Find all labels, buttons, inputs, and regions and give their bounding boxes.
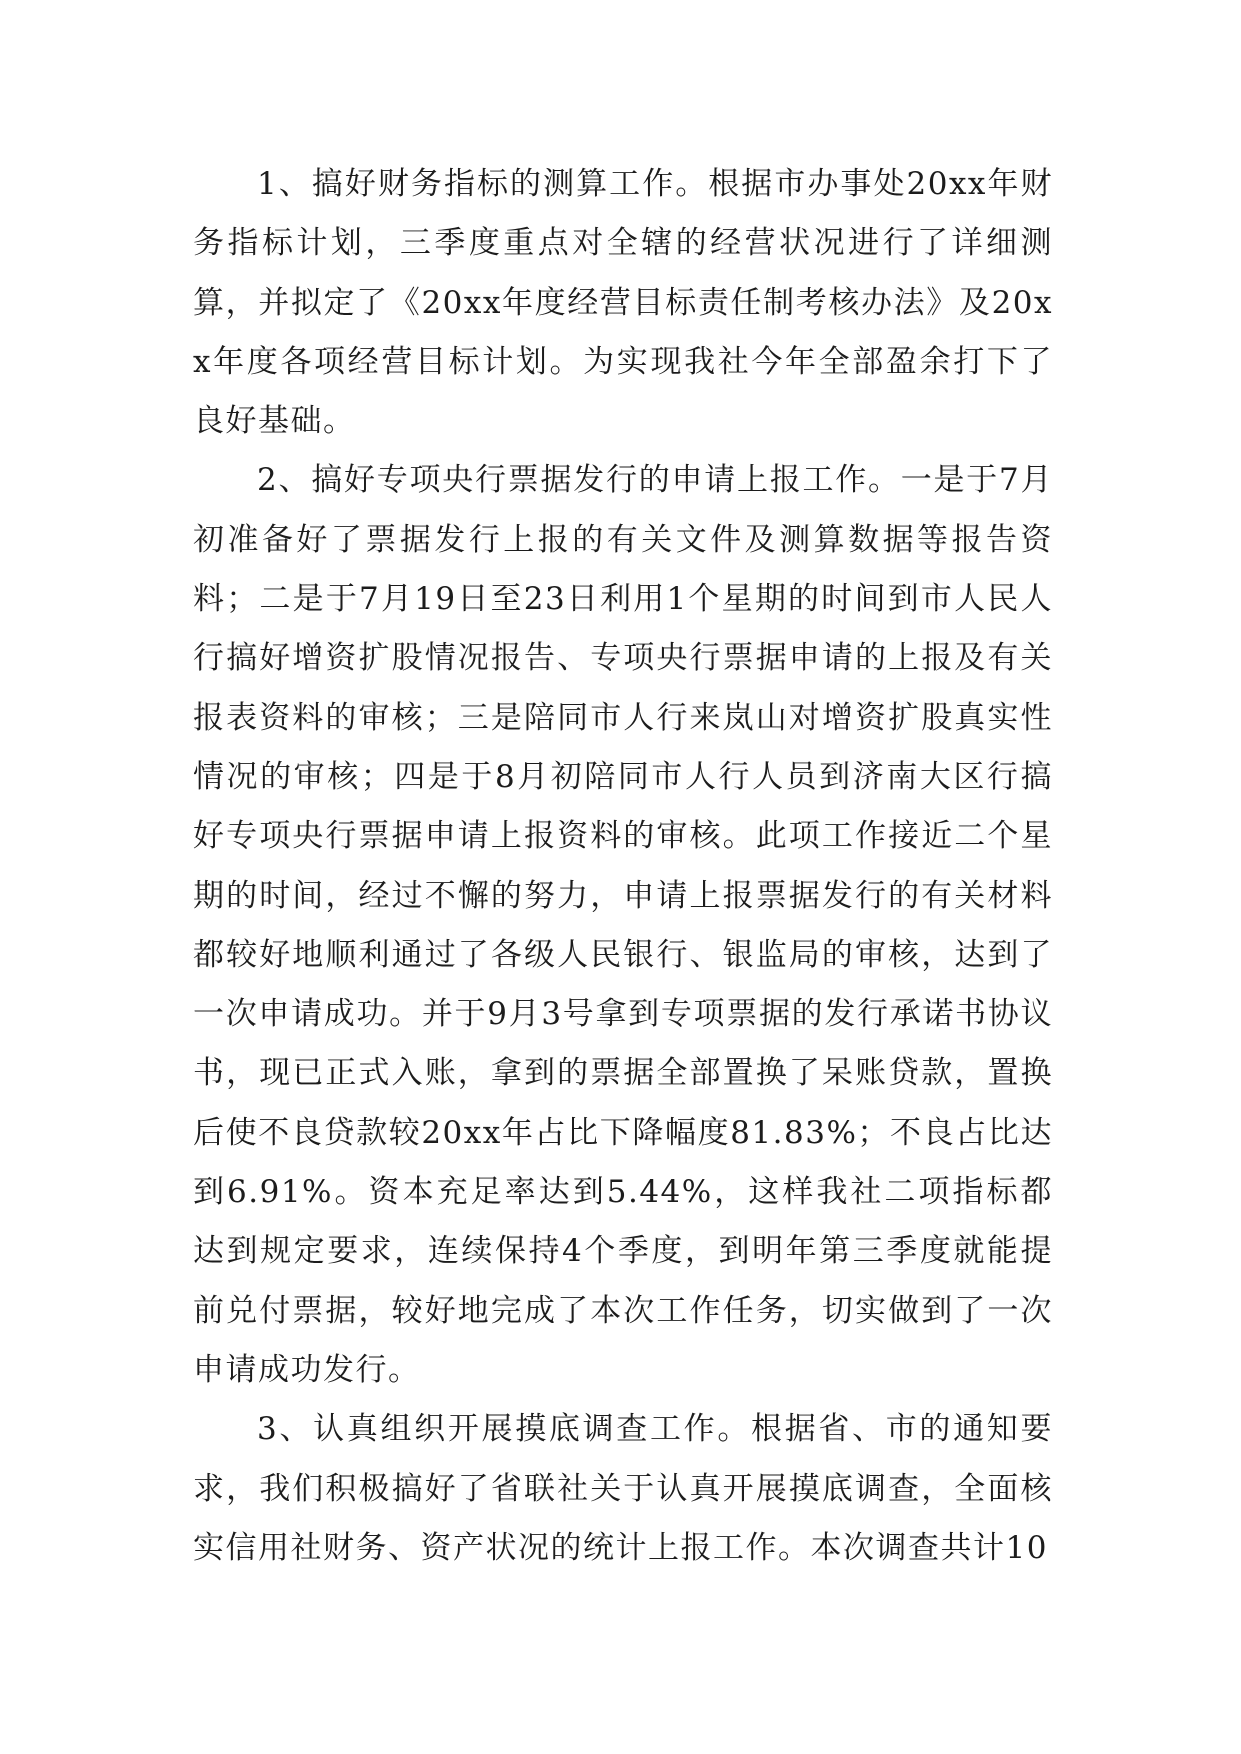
paragraph-survey-work: 3、认真组织开展摸底调查工作。根据省、市的通知要求，我们积极搞好了省联社关于认真开展摸底调查，全面核实信用社财务、资产状况的统计上报工作。本次调查共计10 — [193, 1411, 1053, 1566]
document-body — [193, 155, 1053, 1578]
paragraph-financial-indicators: 1、搞好财务指标的测算工作。根据市办事处20xx年财务指标计划，三季度重点对全辖的经营状况进行了详细测算，并拟定了《20xx年度经营目标责任制考核办法》及20xx年度各项经营目标计划。为实现我社今年全部盈余打下了良好基础。 — [193, 166, 1053, 440]
paragraph-central-bank-bills: 2、搞好专项央行票据发行的申请上报工作。一是于7月初准备好了票据发行上报的有关文件及测算数据等报告资料；二是于7月19日至23日利用1个星期的时间到市人民人行搞好增资扩股情况报告、专项央行票据申请的上报及有关报表资料的审核；三是陪同市人行来岚山对增资扩股真实性情况的审核；四是于8月初陪同市人行人员到济南大区行搞好专项央行票据申请上报资料的审核。此项工作接近二个星期的时间，经过不懈的努力，申请上报票据发行的有关材料都较好地顺利通过了各级人民银行、银监局的审核，达到了一次申请成功。并于9月3号拿到专项票据的发行承诺书协议书，现已正式入账，拿到的票据全部置换了呆账贷款，置换后使不良贷款较20xx年占比下降幅度81.83%；不良占比达到6.91%。资本充足率达到5.44%，这样我社二项指标都达到规定要求，连续保持4个季度，到明年第三季度就能提前兑付票据，较好地完成了本次工作任务，切实做到了一次申请成功发行。 — [193, 462, 1053, 1388]
